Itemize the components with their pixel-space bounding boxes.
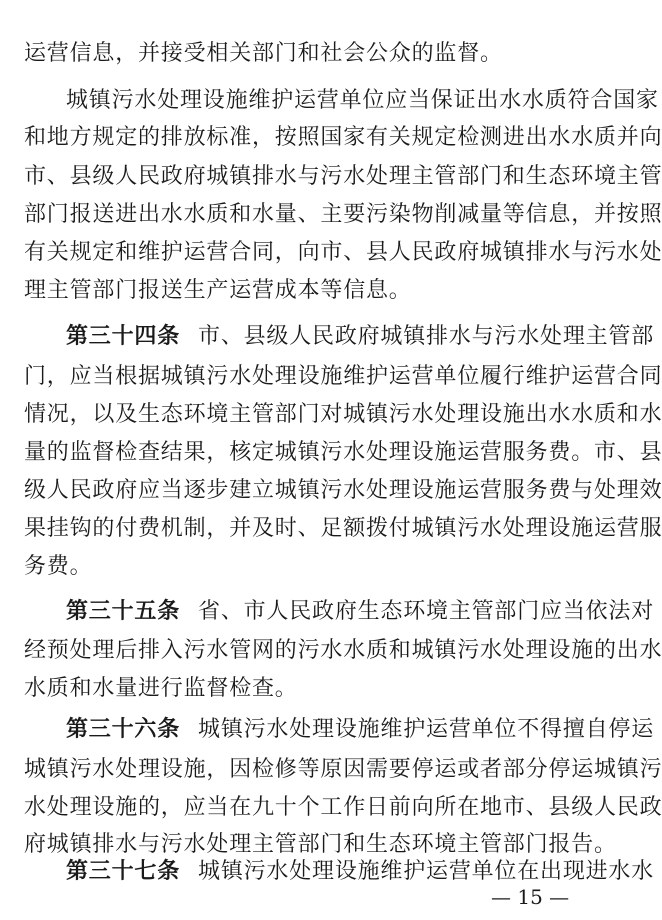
text-line: 经预处理后排入污水管网的污水水质和城镇污水处理设施的出水 — [24, 638, 662, 663]
text-line — [66, 858, 654, 886]
text-line: 量的监督检查结果，核定城镇污水处理设施运营服务费。市、县 — [24, 440, 662, 465]
text-line: 级人民政府应当逐步建立城镇污水处理设施运营服务费与处理效 — [24, 478, 662, 503]
text-line: 城镇污水处理设施维护运营单位应当保证出水水质符合国家 — [66, 88, 659, 113]
article-text: 城镇污水处理设施维护运营单位不得擅自停运 — [198, 717, 655, 742]
text-line: 果挂钩的付费机制，并及时、足额拨付城镇污水处理设施运营服 — [24, 516, 662, 541]
text-line: 有关规定和维护运营合同，向市、县人民政府城镇排水与污水处 — [24, 240, 662, 265]
text-line: 城镇污水处理设施，因检修等原因需要停运或者部分停运城镇污 — [24, 757, 662, 782]
text-line: 水处理设施的，应当在九十个工作日前向所在地市、县级人民政 — [24, 795, 662, 820]
article-text: 市、县级人民政府城镇排水与污水处理主管部 — [198, 324, 655, 349]
text-line: 部门报送进出水水质和水量、主要污染物削减量等信息，并按照 — [24, 202, 662, 227]
text-line — [66, 598, 654, 626]
article-number: 第三十七条 — [66, 859, 181, 884]
text-line: 门，应当根据城镇污水处理设施维护运营单位履行维护运营合同 — [24, 364, 662, 389]
article-text: 省、市人民政府生态环境主管部门应当依法对 — [198, 599, 655, 624]
article-text: 城镇污水处理设施维护运营单位在出现进水水 — [198, 859, 655, 884]
text-line: 府城镇排水与污水处理主管部门和生态环境主管部门报告。 — [24, 832, 617, 857]
text-line: 水质和水量进行监督检查。 — [24, 676, 298, 701]
article-number: 第三十五条 — [66, 599, 181, 624]
text-line: 和地方规定的排放标准，按照国家有关规定检测进出水水质并向 — [24, 125, 662, 150]
text-line: 运营信息，并接受相关部门和社会公众的监督。 — [24, 41, 503, 66]
text-line: 市、县级人民政府城镇排水与污水处理主管部门和生态环境主管 — [24, 164, 662, 189]
article-number: 第三十六条 — [66, 717, 181, 742]
text-line: 情况，以及生态环境主管部门对城镇污水处理设施出水水质和水 — [24, 402, 662, 427]
article-number: 第三十四条 — [66, 324, 181, 349]
text-line: 务费。 — [24, 554, 93, 579]
text-line — [66, 323, 654, 351]
text-line — [66, 716, 654, 744]
page-number: — 15 — — [491, 885, 570, 909]
text-line: 理主管部门报送生产运营成本等信息。 — [24, 278, 412, 303]
